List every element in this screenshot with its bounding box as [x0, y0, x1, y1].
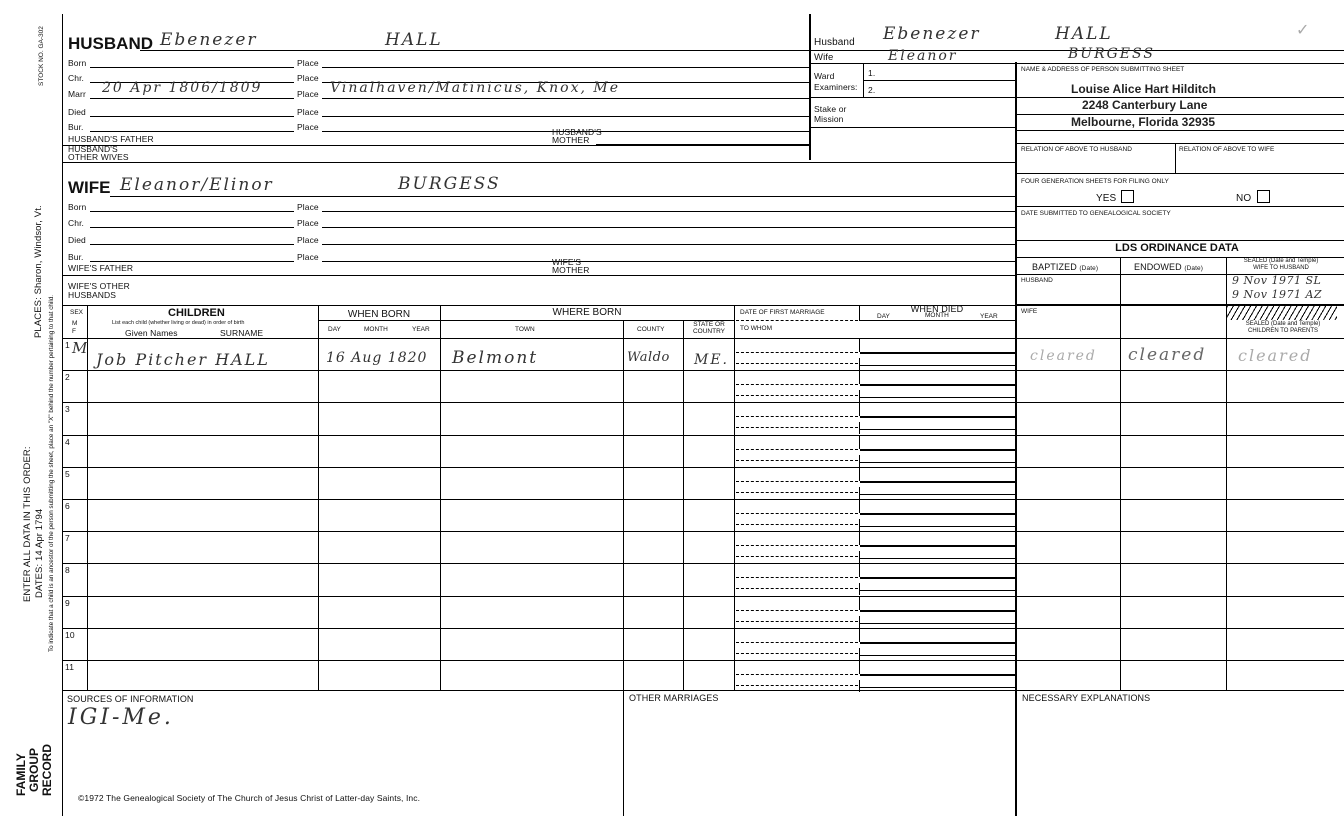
table-row-line [63, 467, 1344, 468]
marriage-dash-line [736, 416, 858, 417]
child-1-sex: M [72, 339, 88, 357]
death-date-tick [859, 402, 860, 416]
death-place-line [860, 526, 1015, 527]
submitter-street: 2248 Canterbury Lane [1082, 98, 1208, 112]
table-row-line [63, 531, 1344, 532]
death-date-tick [859, 616, 860, 628]
right-section-divider [1015, 62, 1017, 816]
death-date-tick [859, 596, 860, 610]
wife-label: WIFE [68, 178, 111, 197]
wife-given-name: Eleanor/Elinor [120, 175, 274, 195]
marriage-dash-line [736, 449, 858, 450]
necessary-explanations-label: NECESSARY EXPLANATIONS [1022, 693, 1151, 703]
ancestor-instruction: To indicate that a child is an ancestor of the person submitting the sheet, place an "X" behind the number pertaining to that child. [48, 295, 55, 652]
submitter-label: NAME & ADDRESS OF PERSON SUBMITTING SHEET [1021, 66, 1185, 73]
sources-label: SOURCES OF INFORMATION [67, 694, 194, 704]
death-date-tick [859, 583, 860, 595]
child-1-name: Job Pitcher HALL [96, 350, 270, 369]
death-date-line [860, 642, 1015, 644]
husband-born-place-label: Place [297, 58, 319, 68]
death-date-line [860, 545, 1015, 547]
table-row-line [63, 628, 1344, 629]
husband-chr-label: Chr. [68, 73, 84, 83]
child-1-county: Waldo [627, 350, 670, 365]
born-day-header: DAY [328, 326, 341, 333]
left-border [62, 14, 63, 816]
husband-bur-place-label: Place [297, 122, 319, 132]
death-date-line [860, 513, 1015, 515]
death-date-tick [859, 422, 860, 434]
marriage-dash-line [736, 460, 858, 461]
header-wife-surname: BURGESS [1068, 46, 1155, 62]
child-number: 10 [65, 629, 75, 640]
death-date-tick [859, 563, 860, 577]
wife-born-label: Born [68, 202, 87, 212]
marriage-dash-line [736, 621, 858, 622]
death-place-line [860, 397, 1015, 398]
sealed-wife-husband-header: SEALED (Date and Temple) WIFE TO HUSBAND [1243, 258, 1319, 271]
child-1-baptized: cleared [1030, 348, 1097, 364]
table-row-line [63, 499, 1344, 500]
death-place-line [860, 687, 1015, 688]
no-checkbox[interactable] [1257, 190, 1270, 203]
marriage-dash-line [736, 588, 858, 589]
examiners-label: Examiners: [814, 82, 858, 92]
death-date-tick [859, 390, 860, 402]
death-date-tick [859, 338, 860, 352]
places-instruction: PLACES: Sharon, Windsor, Vt. [33, 205, 44, 338]
examiner-2-label: 2. [868, 85, 876, 95]
child-1-born: 16 Aug 1820 [326, 350, 428, 366]
header-husband-surname: HALL [1055, 24, 1113, 44]
sex-m-header: M [72, 320, 78, 327]
wife-chr-place-label: Place [297, 218, 319, 228]
wife-other-husbands-label: WIFE'S OTHER HUSBANDS [68, 281, 130, 300]
death-date-line [860, 577, 1015, 579]
husband-mother-label: HUSBAND'S MOTHER [552, 127, 602, 145]
surname-header: SURNAME [220, 328, 264, 338]
examiner-1-label: 1. [868, 68, 876, 78]
death-date-tick [859, 519, 860, 531]
table-row-line [63, 563, 1344, 564]
child-1-sealed: cleared [1238, 346, 1313, 365]
died-month-header: MONTH [925, 312, 949, 319]
husband-father-label: HUSBAND'S FATHER [68, 134, 154, 144]
child-number: 5 [65, 468, 70, 479]
child-1-state: ME. [694, 352, 730, 368]
county-header: COUNTY [637, 326, 665, 333]
hatched-area [1227, 306, 1337, 320]
date-submitted-label: DATE SUBMITTED TO GENEALOGICAL SOCIETY [1021, 210, 1171, 217]
sealed-wife-husband-2: 9 Nov 1971 AZ [1232, 288, 1323, 301]
death-place-line [860, 623, 1015, 624]
top-divider [809, 14, 811, 160]
when-died-header: WHEN DIED [910, 304, 964, 314]
form-title-family: FAMILY [14, 753, 28, 796]
table-row-line [63, 596, 1344, 597]
death-date-tick [859, 358, 860, 370]
first-marriage-header: DATE OF FIRST MARRIAGE [740, 309, 825, 316]
wife-chr-label: Chr. [68, 218, 84, 228]
child-1-endowed: cleared [1128, 345, 1207, 365]
wife-surname: BURGESS [398, 174, 501, 194]
table-row-line [63, 370, 1344, 371]
table-row-line [63, 435, 1344, 436]
husband-label: HUSBAND [68, 34, 153, 53]
death-date-tick [859, 455, 860, 467]
stake-mission-label: Stake or Mission [814, 104, 847, 124]
lds-ordinance-title: LDS ORDINANCE DATA [1115, 242, 1239, 254]
child-number: 9 [65, 597, 70, 608]
relation-to-wife-label: RELATION OF ABOVE TO WIFE [1179, 146, 1275, 153]
husband-surname: HALL [385, 30, 443, 50]
death-date-line [860, 449, 1015, 451]
submitter-name: Louise Alice Hart Hilditch [1071, 82, 1216, 96]
state-country-header: STATE OR COUNTRY [692, 321, 726, 335]
no-label: NO [1236, 193, 1252, 204]
death-date-tick [859, 551, 860, 563]
wife-bur-place-label: Place [297, 252, 319, 262]
death-place-line [860, 494, 1015, 495]
child-number: 6 [65, 501, 70, 511]
death-date-tick [859, 435, 860, 449]
dates-instruction: DATES: 14 Apr 1794 [34, 508, 45, 598]
death-place-line [860, 429, 1015, 430]
death-place-line [860, 558, 1015, 559]
husband-died-label: Died [68, 107, 86, 117]
death-date-line [860, 481, 1015, 483]
death-date-tick [859, 467, 860, 481]
husband-bur-label: Bur. [68, 122, 84, 132]
marriage-dash-line [736, 427, 858, 428]
child-number: 2 [65, 372, 70, 383]
marriage-dash-line [736, 685, 858, 686]
marriage-dash-line [736, 363, 858, 364]
death-date-line [860, 352, 1015, 354]
marriage-dash-line [736, 513, 858, 514]
died-day-header: DAY [877, 313, 890, 320]
relation-to-husband-label: RELATION OF ABOVE TO HUSBAND [1021, 146, 1132, 153]
wife-died-place-label: Place [297, 235, 319, 245]
stock-number: STOCK NO. GA-302 [38, 26, 45, 86]
endowed-header: ENDOWED (Date) [1134, 262, 1203, 272]
header-wife-label: Wife [814, 52, 834, 63]
wife-mother-label: WIFE'S MOTHER [552, 257, 590, 275]
when-born-header: WHEN BORN [347, 309, 411, 320]
baptized-header: BAPTIZED (Date) [1032, 262, 1099, 272]
data-order-instruction: ENTER ALL DATA IN THIS ORDER: [22, 446, 33, 602]
yes-label: YES [1096, 193, 1117, 204]
table-row-line [63, 660, 1344, 661]
marriage-dash-line [736, 395, 858, 396]
husband-marr-label: Marr [68, 89, 86, 99]
form-title-group: GROUP [27, 747, 41, 792]
yes-checkbox[interactable] [1121, 190, 1134, 203]
where-born-header: WHERE BORN [552, 307, 622, 318]
marriage-dash-line [736, 556, 858, 557]
marriage-dash-line [736, 492, 858, 493]
husband-born-label: Born [68, 58, 87, 68]
sources-value: IGI-Me. [68, 705, 174, 730]
marriage-dash-line [736, 352, 858, 353]
four-generation-label: FOUR GENERATION SHEETS FOR FILING ONLY [1021, 178, 1169, 185]
death-date-line [860, 610, 1015, 612]
marriage-dash-line [736, 610, 858, 611]
marriage-dash-line [736, 577, 858, 578]
child-number: 11 [65, 662, 75, 672]
husband-given-name: Ebenezer [160, 30, 258, 50]
given-names-header: Given Names [125, 328, 178, 338]
town-header: TOWN [515, 326, 535, 333]
wife-father-label: WIFE'S FATHER [68, 263, 134, 273]
death-place-line [860, 365, 1015, 366]
child-number: 4 [65, 436, 70, 447]
marriage-dash-line [736, 481, 858, 482]
marriage-dash-line [736, 674, 858, 675]
lds-husband-label: HUSBAND [1021, 277, 1053, 284]
marriage-date: 20 Apr 1806/1809 [102, 80, 263, 96]
death-date-tick [859, 531, 860, 545]
children-list-note: List each child (whether living or dead) in order of birth [112, 320, 245, 326]
marriage-dash-line [736, 642, 858, 643]
wife-died-label: Died [68, 235, 86, 245]
death-date-tick [859, 499, 860, 513]
death-place-line [860, 590, 1015, 591]
death-date-line [860, 384, 1015, 386]
sex-header: SEX [70, 309, 84, 316]
marriage-dash-line [736, 524, 858, 525]
table-row-line [63, 402, 1344, 403]
submitter-city: Melbourne, Florida 32935 [1071, 115, 1216, 129]
death-date-tick [859, 660, 860, 674]
husband-chr-place-label: Place [297, 73, 319, 83]
form-title-record: RECORD [40, 743, 54, 796]
death-date-line [860, 674, 1015, 676]
marriage-place: Vinalhaven/Matinicus, Knox, Me [330, 80, 621, 96]
to-whom-header: TO WHOM [740, 325, 773, 332]
child-number: 8 [65, 565, 70, 576]
death-place-line [860, 462, 1015, 463]
death-place-line [860, 655, 1015, 656]
copyright-notice: ©1972 The Genealogical Society of The Church of Jesus Christ of Latter-day Saints, Inc. [78, 793, 421, 803]
header-husband-given: Ebenezer [883, 24, 981, 44]
marriage-dash-line [736, 545, 858, 546]
died-year-header: YEAR [980, 313, 998, 320]
header-wife-given: Eleanor [888, 48, 958, 64]
children-header: CHILDREN [168, 307, 225, 319]
header-husband-label: Husband [814, 37, 855, 48]
death-date-tick [859, 487, 860, 499]
husband-died-place-label: Place [297, 107, 319, 117]
sealed-children-parents-header: SEALED (Date and Temple) CHILDREN TO PARENTS [1245, 321, 1321, 334]
husband-other-wives-label: HUSBAND'S OTHER WIVES [68, 144, 129, 162]
marriage-dash-line [736, 384, 858, 385]
check-mark: ✓ [1296, 22, 1310, 39]
other-marriages-label: OTHER MARRIAGES [629, 693, 719, 703]
lds-wife-label: WIFE [1021, 308, 1038, 315]
husband-marr-place-label: Place [297, 89, 319, 99]
death-date-tick [859, 628, 860, 642]
ward-label: Ward [814, 71, 835, 81]
sex-f-header: F [72, 328, 76, 335]
wife-bur-label: Bur. [68, 252, 84, 262]
child-number: 7 [65, 533, 70, 544]
wife-born-place-label: Place [297, 202, 319, 212]
marriage-dash-line [736, 653, 858, 654]
born-year-header: YEAR [412, 326, 430, 333]
death-date-tick [859, 648, 860, 660]
death-date-line [860, 416, 1015, 418]
born-month-header: MONTH [364, 326, 388, 333]
child-number: 1 [65, 340, 70, 350]
child-1-town: Belmont [452, 348, 539, 368]
death-date-tick [859, 370, 860, 384]
sealed-wife-husband-1: 9 Nov 1971 SL [1232, 274, 1322, 287]
child-number: 3 [65, 404, 70, 415]
